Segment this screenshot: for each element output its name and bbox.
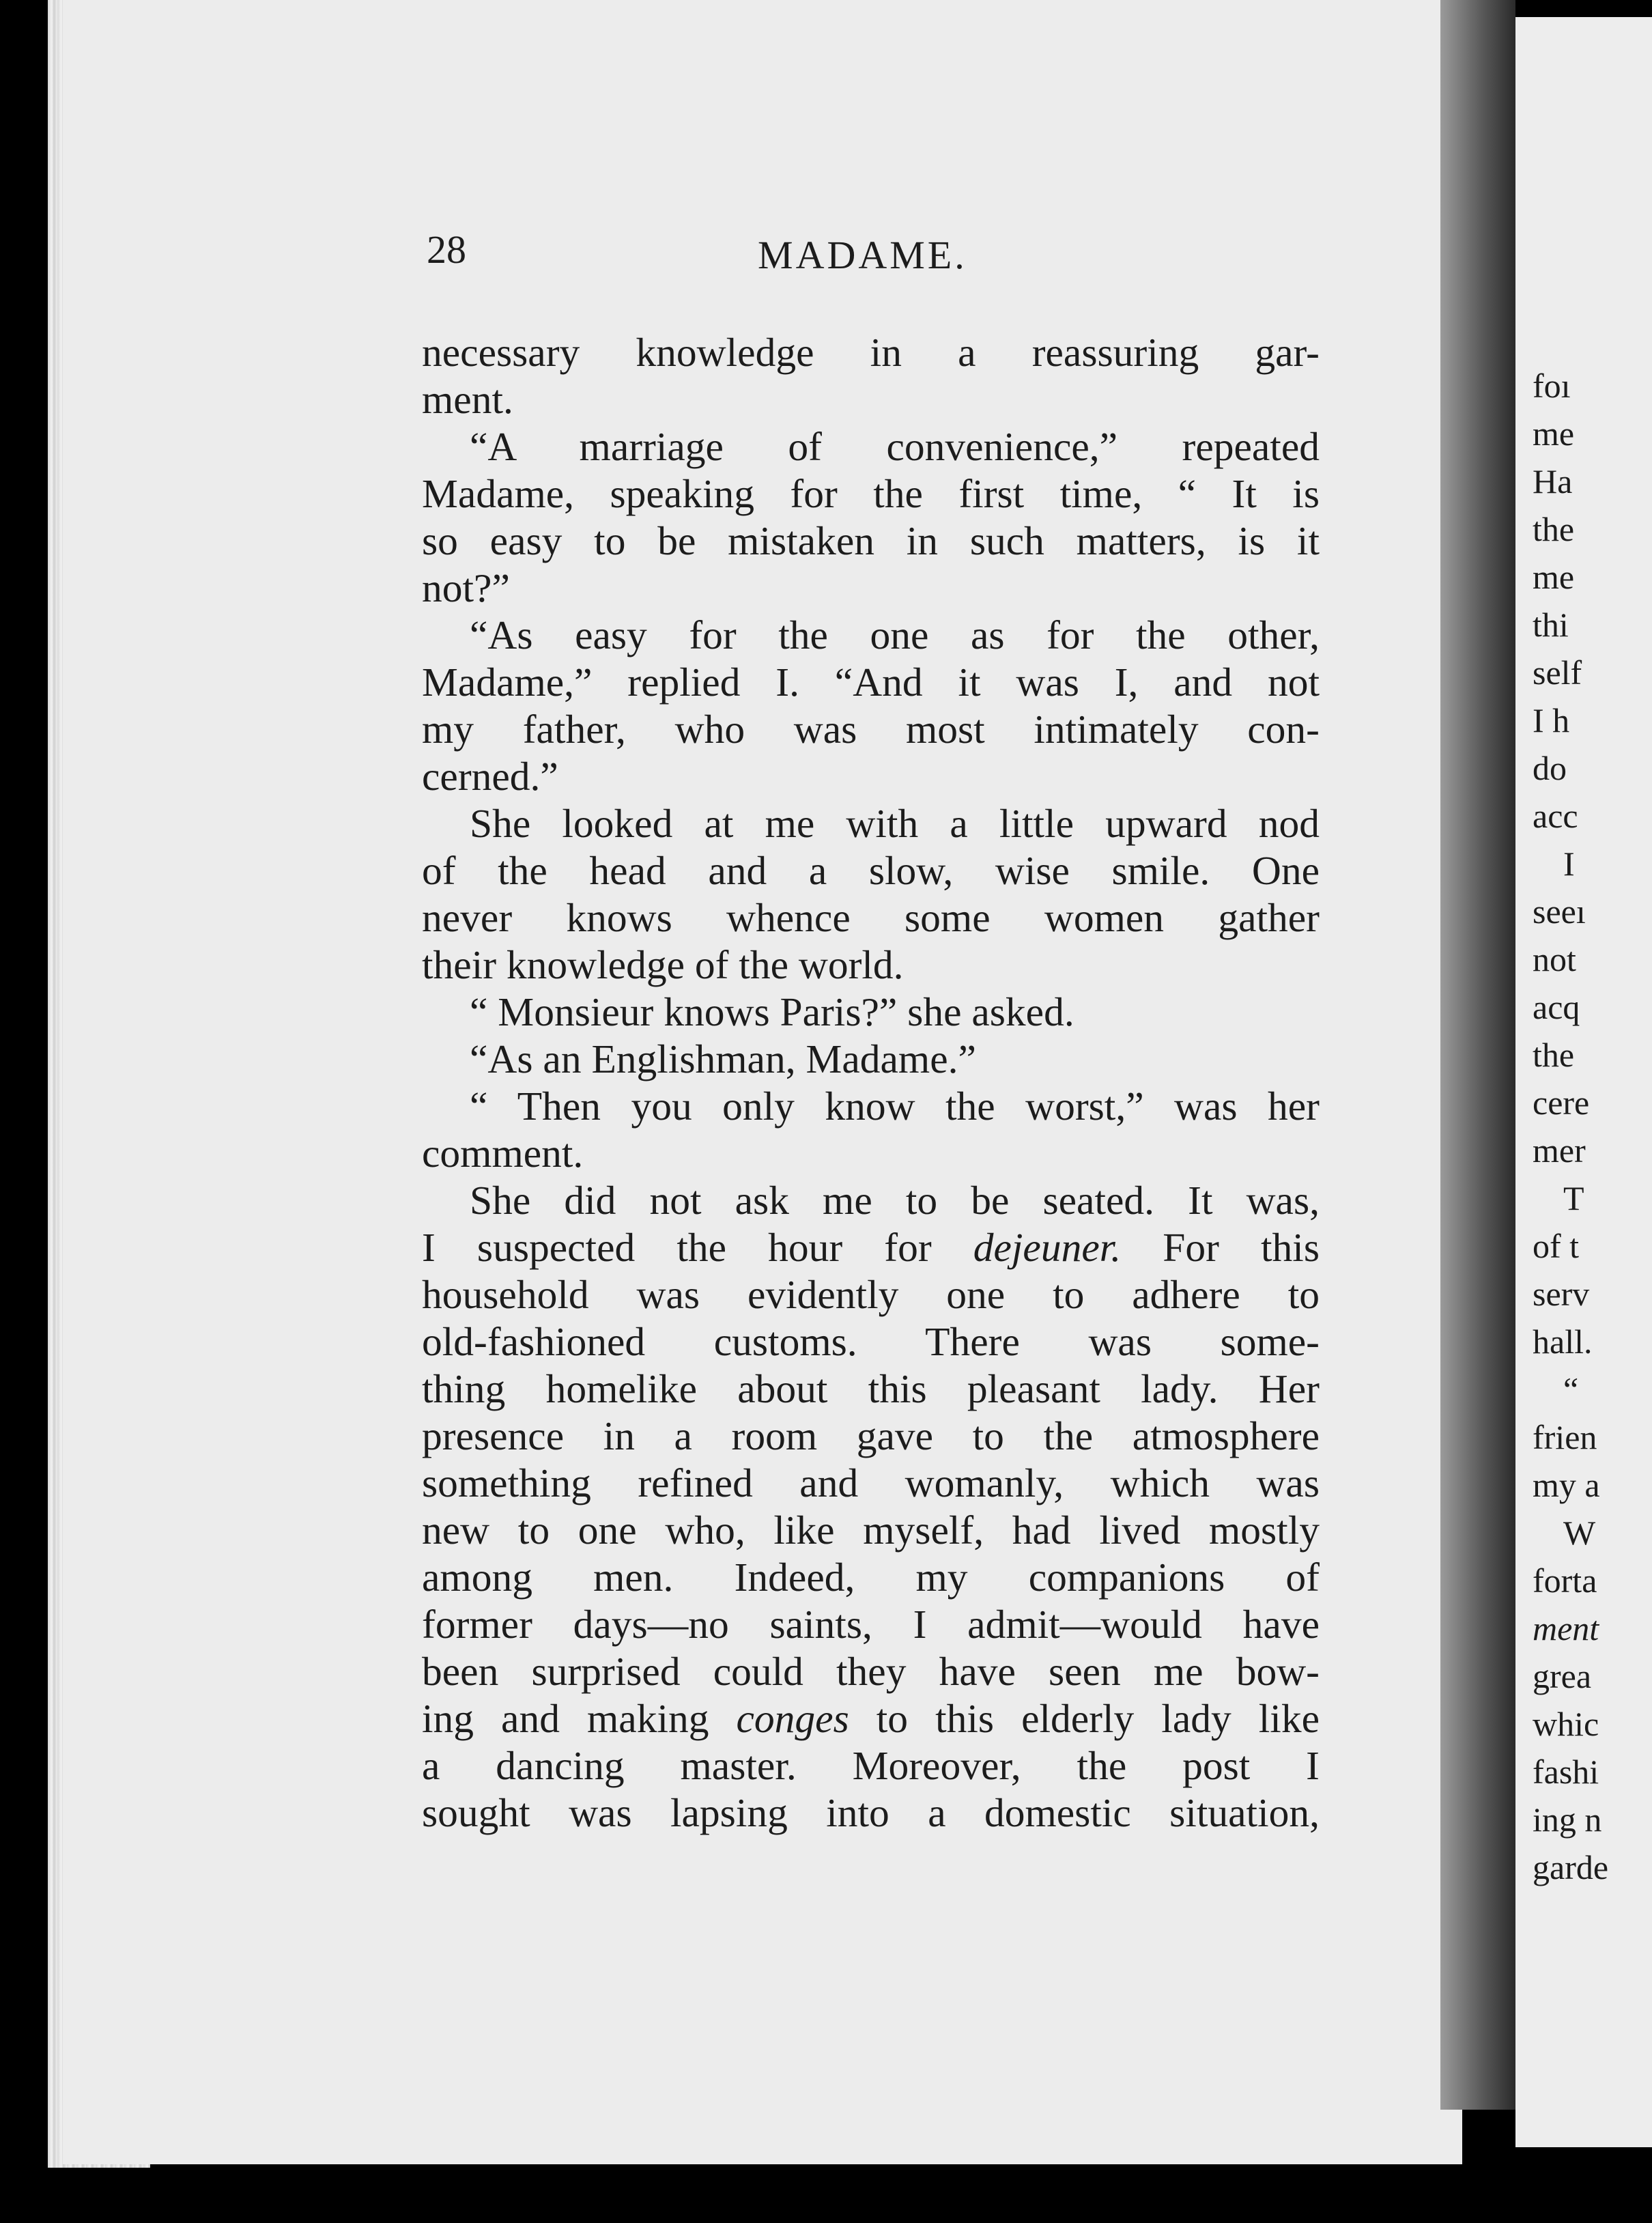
text-line: “As easy for the one as for the other, (470, 612, 1320, 657)
facing-page-fragment: garde (1533, 1848, 1609, 1886)
text-line: been surprised could they have seen me bow- (422, 1649, 1320, 1694)
text-line: Madame,” replied I. “And it was I, and not (422, 660, 1320, 705)
text-line: “ Then you only know the worst,” was her (470, 1084, 1320, 1129)
text-line: new to one who, like myself, had lived mostly (422, 1507, 1320, 1553)
text-line: something refined and womanly, which was (422, 1460, 1320, 1505)
text-line: their knowledge of the world. (422, 942, 904, 987)
text-line: “ Monsieur knows Paris?” she asked. (470, 989, 1074, 1034)
italic-word: conges (736, 1696, 849, 1741)
text-line: of the head and a slow, wise smile. One (422, 848, 1320, 893)
text-run: ing and making (422, 1696, 737, 1741)
facing-page-fragment: not (1533, 940, 1576, 978)
facing-page-fragment: acc (1533, 797, 1578, 835)
facing-page-fragment: grea (1533, 1657, 1592, 1695)
gutter-shadow (1440, 0, 1515, 2110)
text-line: old-fashioned customs. There was some- (422, 1319, 1320, 1364)
facing-page-fragment: forta (1533, 1561, 1597, 1600)
running-title: MADAME. (758, 233, 967, 277)
text-line: She did not ask me to be seated. It was, (470, 1178, 1320, 1223)
text-line: my father, who was most intimately con- (422, 707, 1320, 752)
facing-page-fragment: Ha (1533, 462, 1573, 500)
text-run: I suspected the hour for (422, 1225, 973, 1270)
facing-page-fragment: foı (1533, 367, 1571, 405)
italic-word: dejeuner. (973, 1225, 1122, 1270)
facing-page-fragment: self (1533, 653, 1582, 692)
facing-page-fragment: T (1563, 1179, 1584, 1217)
text-run: to this elderly lady like (849, 1696, 1320, 1741)
text-line: thing homelike about this pleasant lady. Her (422, 1366, 1320, 1411)
text-line: ment. (422, 377, 513, 422)
text-line: a dancing master. Moreover, the post I (422, 1743, 1320, 1788)
facing-page-fragment: me (1533, 558, 1575, 596)
facing-page-fragment: frien (1533, 1418, 1597, 1456)
text-line (422, 1224, 1320, 1271)
facing-page-fragment: ing n (1533, 1800, 1602, 1839)
text-line: among men. Indeed, my companions of (422, 1555, 1320, 1600)
facing-page-fragment: I h (1533, 701, 1570, 739)
facing-page-fragment: whic (1533, 1705, 1599, 1743)
text-line: comment. (422, 1131, 584, 1176)
facing-page-fragment: my a (1533, 1466, 1600, 1504)
text-run: For this (1121, 1225, 1320, 1270)
text-line: not?” (422, 565, 510, 610)
facing-page-fragment: mer (1533, 1131, 1586, 1170)
text-line: so easy to be mistaken in such matters, is it (422, 518, 1320, 563)
facing-page-fragment: I (1563, 845, 1575, 883)
page-number: 28 (427, 227, 466, 272)
text-line: Madame, speaking for the first time, “ It is (422, 471, 1320, 516)
facing-page-fragment: cere (1533, 1084, 1590, 1122)
text-line: sought was lapsing into a domestic situation, (422, 1790, 1320, 1835)
facing-page-fragment: hall. (1533, 1322, 1593, 1361)
facing-page-fragment: “ (1563, 1370, 1579, 1408)
text-line: household was evidently one to adhere to (422, 1272, 1320, 1317)
text-line: necessary knowledge in a reassuring gar- (422, 330, 1320, 375)
facing-page-fragment: the (1533, 510, 1575, 548)
facing-page-fragment: seeı (1533, 892, 1586, 931)
text-line: presence in a room gave to the atmosphere (422, 1413, 1320, 1458)
facing-page-fragment: serv (1533, 1275, 1590, 1313)
text-line: “A marriage of convenience,” repeated (470, 424, 1320, 469)
text-line (422, 1695, 1320, 1742)
facing-page-fragment: of t (1533, 1227, 1580, 1265)
text-line: never knows whence some women gather (422, 895, 1320, 940)
facing-page-fragment: thi (1533, 606, 1569, 644)
facing-page-fragment: do (1533, 749, 1567, 787)
text-line: She looked at me with a little upward nod (470, 801, 1320, 846)
facing-page-fragment: ment (1533, 1609, 1599, 1647)
facing-page-fragment: acq (1533, 988, 1580, 1026)
facing-page-fragment: me (1533, 414, 1575, 453)
body-text (422, 329, 1320, 1837)
facing-page-fragment: fashi (1533, 1753, 1599, 1791)
text-line: cerned.” (422, 754, 558, 799)
text-line: former days—no saints, I admit—would have (422, 1602, 1320, 1647)
text-line: “As an Englishman, Madame.” (470, 1036, 976, 1081)
facing-page-fragment: W (1563, 1514, 1596, 1552)
facing-page-fragment: the (1533, 1036, 1575, 1074)
facing-page (1515, 17, 1652, 2147)
